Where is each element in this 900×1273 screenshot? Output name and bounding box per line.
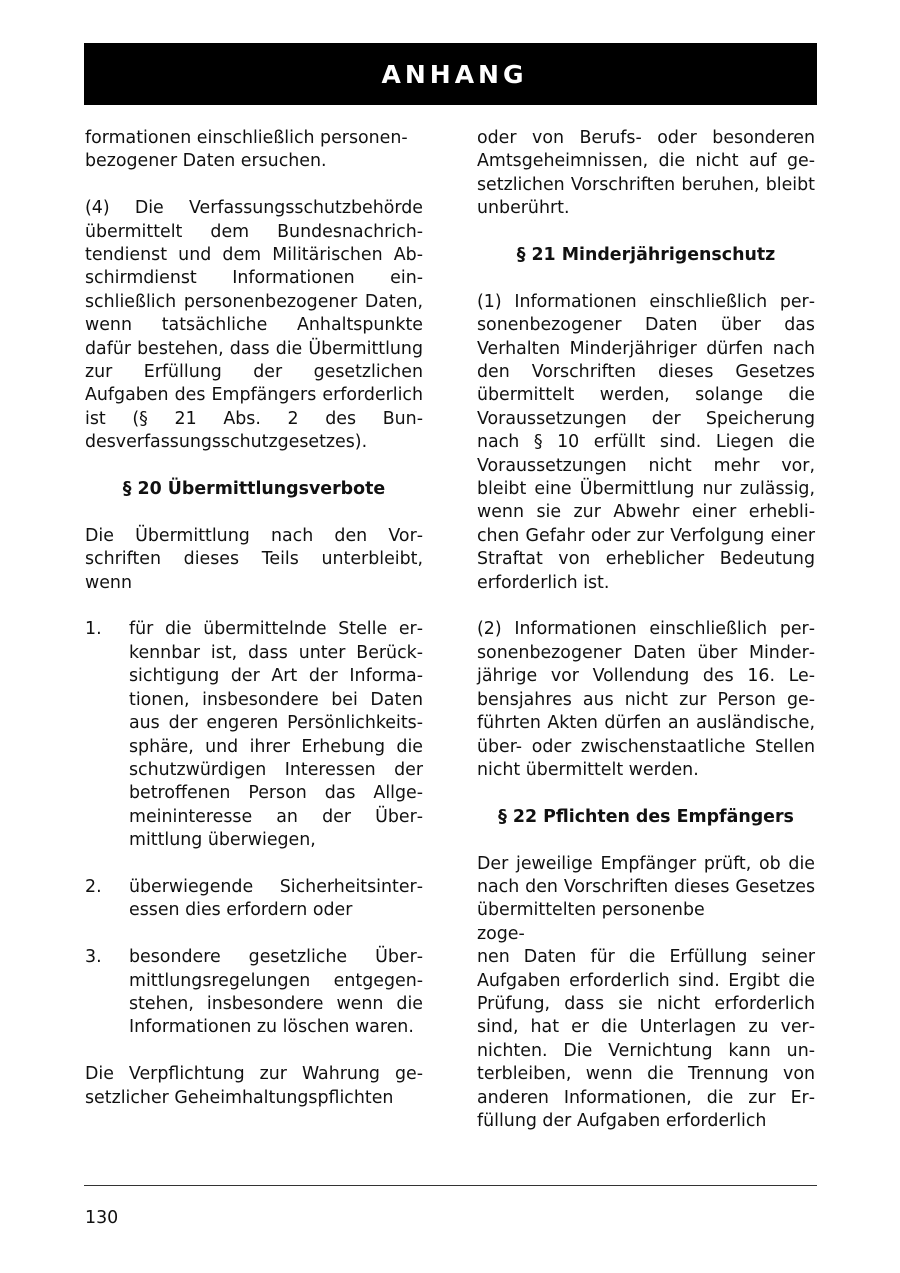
intro-paragraph: formationen einschließlich personenbezogener Daten ersuchen. (85, 128, 408, 172)
footer-rule (84, 1185, 817, 1186)
list-item-text: besondere gesetzliche Übermittlungsregelungen entgegenstehen, insbesondere wenn die Informationen zu löschen waren. (129, 947, 423, 1038)
closing-paragraph: Die Verpflichtung zur Wahrung gesetzlicher Geheimhaltungspflichten (85, 1064, 423, 1108)
list-item-number: 1. (85, 619, 102, 640)
paragraph-22-part-a: Der jeweilige Empfänger prüft, ob die nach den Vorschriften dieses Gesetzes übermittelten personenbe (477, 853, 815, 921)
section-heading-21: § 21 Minderjährigenschutz (516, 245, 776, 266)
list-item-number: 3. (85, 947, 102, 968)
header-bar (84, 43, 817, 105)
section-20-intro: Die Übermittlung nach den Vorschriften dieses Teils unterbleibt, wenn (85, 525, 423, 593)
right-column (477, 127, 815, 1133)
paragraph-4: (4) Die Verfassungsschutzbehörde übermittelt dem Bundesnachrichtendienst und dem Militärischen Abschirmdienst Informationen einschließlich personenbezogener Daten, wenn tatsächliche Anhaltspunkte dafür bestehen, dass die Übermittlung zur Erfüllung der gesetzlichen Aufgaben des Empfängers erforderlich ist (§ 21 Abs. 2 des Bundesverfassungsschutzgesetzes). (85, 198, 423, 453)
list-item (85, 946, 423, 1040)
list-item-text: überwiegende Sicherheitsinteressen dies erfordern oder (129, 876, 423, 921)
paragraph-21-2: (2) Informationen einschließlich personenbezogener Daten über Minderjährige vor Vollendung des 16. Lebensjahres aus nicht zur Person geführten Akten dürfen an ausländische, über- oder zwischenstaatliche Stellen nicht übermittelt werden. (477, 619, 815, 780)
paragraph-22-part-b: zoge- (477, 923, 525, 944)
list-item (85, 876, 423, 923)
list-item (85, 618, 423, 852)
section-heading-20: § 20 Übermittlungsverbote (122, 479, 386, 500)
left-column (85, 127, 423, 1110)
page-title: ANHANG (381, 59, 528, 89)
paragraph-22 (477, 853, 815, 1134)
section-heading-22: § 22 Pflichten des Empfängers (498, 806, 794, 827)
list-item-text: für die übermittelnde Stelle erkennbar ist, dass unter Berücksichtigung der Art der Informationen, insbesondere bei Daten aus der engeren Persönlichkeitssphäre, und ihrer Erhebung die schutzwürdigen Interessen der betroffenen Person das Allgemeininteresse an der Übermittlung überwiegen, (129, 619, 423, 851)
continuation-paragraph: oder von Berufs- oder besonderen Amtsgeheimnissen, die nicht auf gesetzlichen Vorschriften beruhen, bleibt unberührt. (477, 128, 815, 219)
page-number: 130 (85, 1208, 119, 1228)
paragraph-21-1: (1) Informationen einschließlich personenbezogener Daten über das Verhalten Minderjähriger dürfen nach den Vorschriften dieses Gesetzes übermittelt werden, solange die Voraussetzungen der Speicherung nach § 10 erfüllt sind. Liegen die Voraussetzungen nicht mehr vor, bleibt eine Übermittlung nur zulässig, wenn sie zur Abwehr einer erheblichen Gefahr oder zur Verfolgung einer Straftat von erheblicher Bedeutung erforderlich ist. (477, 291, 815, 593)
paragraph-22-part-c: nen Daten für die Erfüllung seiner Aufgaben erforderlich sind. Ergibt die Prüfung, dass sie nicht erforderlich sind, hat er die Unterlagen zu vernichten. Die Vernichtung kann unterbleiben, wenn die Trennung von anderen Informationen, die zur Erfüllung der Aufgaben erforderlich (477, 947, 815, 1131)
numbered-list (85, 618, 423, 1039)
list-item-number: 2. (85, 876, 102, 897)
